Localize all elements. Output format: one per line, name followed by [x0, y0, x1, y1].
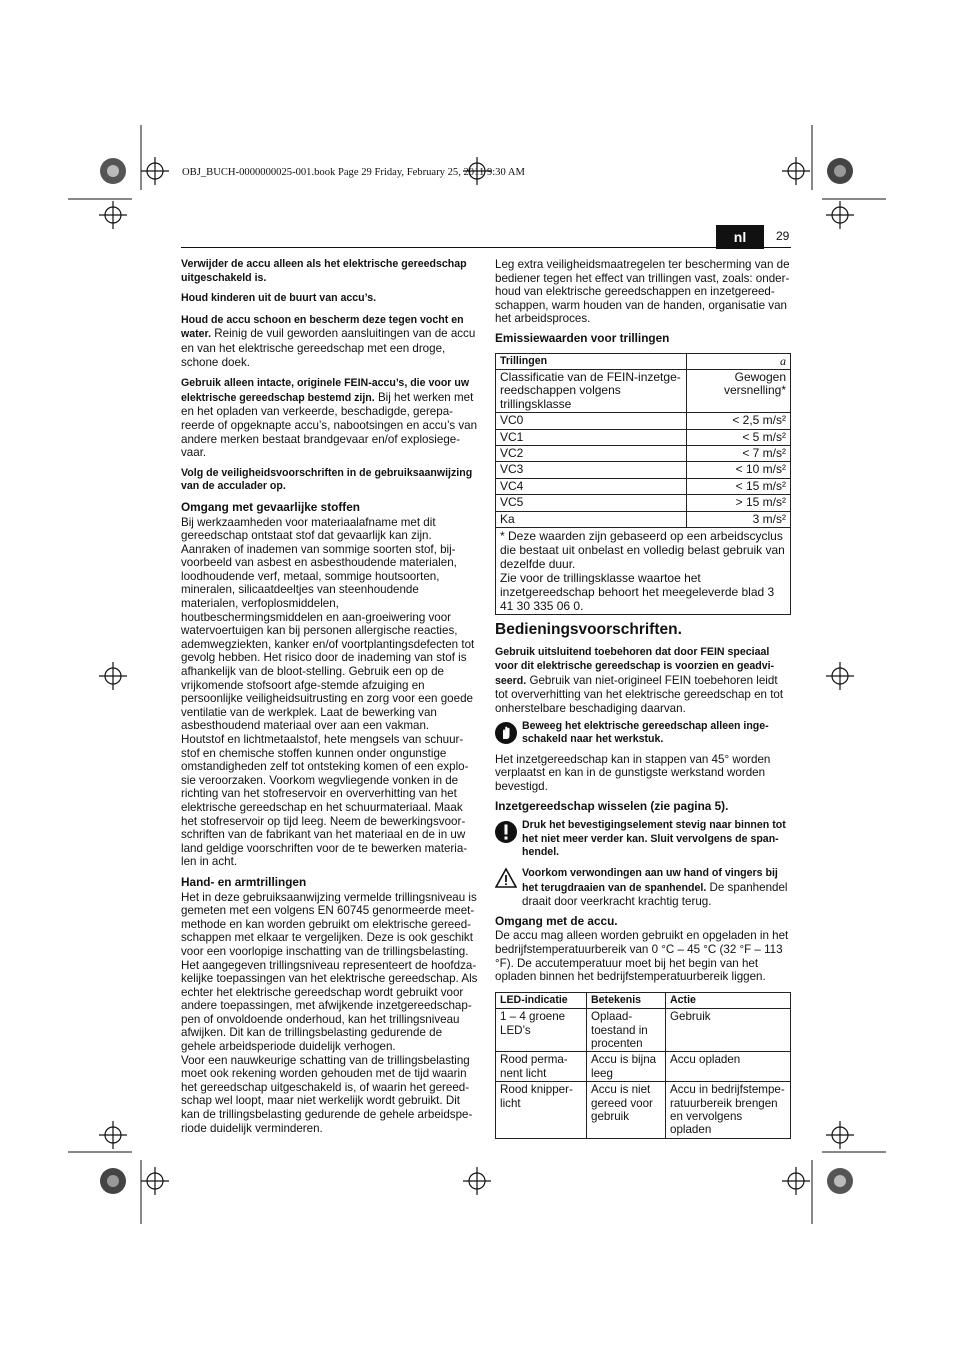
footnote-1: * Deze waarden zijn gebaseerd op een arbeidscyclus die bestaat uit onbelast en volledig belast gebruik van dezelfde duur.: [500, 529, 785, 572]
para-charger-safety: Volg de veiligheidsvoorschriften in de gebruiksaanwijzing van de acculader op.: [181, 466, 473, 493]
heading-hazardous-materials: Omgang met gevaarlijke stoffen: [181, 499, 360, 514]
right-column: [495, 258, 791, 1139]
heading-emission: Emissiewaarden voor trillingen: [495, 330, 670, 345]
table-header-cell: Betekenis: [587, 992, 666, 1008]
table-cell: VC1: [496, 429, 687, 445]
table-row: [496, 413, 791, 429]
table-cell: < 2,5 m/s²: [687, 413, 791, 429]
led-table: [495, 992, 791, 1139]
para-children: Houd kinderen uit de buurt van accu’s.: [181, 292, 377, 305]
para-dust-1: Bij werkzaamheden voor materiaalafname met dit gereedschap ontstaat stof dat gevaarlijk kan zijn. Aanraken of inademen van sommige soorten stof, bij-voorbeeld van asbest en asbesthoudende materialen, loodhoudende verf, metaal, sommige houtsoorten, mineralen, silicaatdeeltjes van steenhoudende materialen, verfoplosmiddelen, houtbeschermingsmiddelen en aan-groeiwering voor watervoertuigen kan bij personen allergische reacties, ademwegziekten, kanker en/of voortplantingsdefecten tot gevolg hebben. Het risico door de inademing van stof is afhankelijk van de bloot-stelling. Gebruik een op de vrijkomende stofsoort afge-stemde afzuiging en persoonlijke veiligheidsuitrusting en zorg voor een goede ventilatie van de werkplek. Laat de bewerking van asbesthoudend materiaal over aan een vakman.: [181, 515, 475, 733]
language-tab: nl: [716, 225, 764, 249]
table-row: [496, 1082, 791, 1139]
para-original-batteries: Gebruik alleen intacte, originele FEIN-accu’s, die voor uw elektrische gereedschap bestemd zijn. Bij het werken met en het opladen van verkeerde, beschadigde, gerepa-reerde of opgeknapte accu’s, nabootsingen en accu’s van andere merken bestaat brandgevaar en/of explosiege-vaar.: [181, 377, 478, 460]
notice-injury-text: Voorkom verwondingen aan uw hand of vingers bij het terugdraaien van de spanhendel. De spanhendel draait door veerkracht krachtig terug.: [522, 866, 788, 909]
table-cell: 3 m/s²: [687, 511, 791, 527]
para-accessories: Gebruik uitsluitend toebehoren dat door FEIN speciaal voor dit elektrische gereedschap is voorzien en geadvi-seerd. Gebruik van niet-origineel FEIN toebehoren leidt tot oververhitting van het elektrische gereedschap en tot onherstelbare beschadiging daarvan.: [495, 645, 784, 715]
heading-change-tool: Inzetgereedschap wisselen (zie pagina 5).: [495, 798, 729, 813]
table-row: [496, 1009, 791, 1052]
table-cell: Gewogen versnelling*: [687, 369, 791, 412]
left-column: [181, 258, 478, 1135]
hand-symbol-icon: [495, 720, 517, 746]
table-cell: > 15 m/s²: [687, 495, 791, 511]
notice-press-element-text: Druk het bevestigingselement stevig naar binnen tot het niet meer verder kan. Sluit vervolgens de span-hendel.: [522, 819, 786, 859]
table-row: [496, 462, 791, 478]
table-cell: Accu opladen: [666, 1052, 791, 1082]
table-cell: Oplaad-toestand in procenten: [587, 1009, 666, 1052]
table-row: [496, 446, 791, 462]
para-vibration-3: Voor een nauwkeurige schatting van de trillingsbelasting moet ook rekening worden gehouden met de tijd waarin het gereedschap uitgeschakeld is, of waarin het gereed-schap wel loopt, maar niet werkelijk wordt gebruikt. Dit kan de trillingsbelasting gedurende de gehele arbeidspe-riode duidelijk verminderen.: [181, 1053, 473, 1135]
table-cell: < 5 m/s²: [687, 429, 791, 445]
para-dust-2: Houtstof en lichtmetaalstof, hete mengsels van schuur-stof en chemische stoffen kunnen onder ongunstige omstandigheden zelf tot ontsteking komen of een explo-sie veroorzaken. Voorkom wegvliegende vonken in de richting van het stofreservoir en oververhitting van het elektrische gereedschap en het schuurmateriaal. Maak het stofreservoir op tijd leeg. Neem de bewerkingsvoor-schriften van de fabrikant van het materiaal en de in uw land geldige voorschriften voor de te bewerken materia-len in acht.: [181, 733, 469, 869]
table-cell: VC3: [496, 462, 687, 478]
table-note: [496, 528, 791, 615]
notice-switched-on: [495, 720, 791, 747]
table-cell: < 15 m/s²: [687, 478, 791, 494]
table-header-cell: Actie: [666, 992, 791, 1008]
page-number: 29: [776, 229, 790, 243]
table-row: [496, 369, 791, 412]
heading-operating-instructions: Bedieningsvoorschriften.: [495, 621, 682, 639]
para-remove-battery: Verwijder de accu alleen als het elektrische gereedschap uitgeschakeld is.: [181, 258, 467, 284]
notice-switched-on-text: Beweeg het elektrische gereedschap alleen inge-schakeld naar het werkstuk.: [522, 719, 769, 746]
table-cell: Rood knipper-licht: [496, 1082, 587, 1139]
para-extra-measures: Leg extra veiligheidsmaatregelen ter bescherming van de bediener tegen het effect van trillingen vast, zoals: onder-houd van elektrische gereedschappen en inzetgereed-schappen, warm houden van de handen, organisatie van het arbeidsproces.: [495, 258, 790, 326]
warning-triangle-icon: [495, 866, 517, 890]
para-clean-battery: Houd de accu schoon en bescherm deze tegen vocht en water. Reinig de vuil geworden aansluitingen van de accu en van het elektrische gereedschap met een droge, schone doek.: [181, 313, 476, 369]
notice-injury-warning: [495, 866, 791, 909]
table-cell: Accu is niet gereed voor gebruik: [587, 1082, 666, 1139]
para-45-degrees: Het inzetgereedschap kan in stappen van 45° worden verplaatst en kan in de gunstigste werkstand worden bevestigd.: [495, 752, 771, 793]
heading-battery: Omgang met de accu.: [495, 913, 618, 928]
table-cell: Rood perma-nent licht: [496, 1052, 587, 1082]
table-header-row: [496, 992, 791, 1008]
table-row: [496, 478, 791, 494]
table-header-cell: a: [687, 353, 791, 369]
table-cell: < 10 m/s²: [687, 462, 791, 478]
table-cell: VC4: [496, 478, 687, 494]
para-vibration-2: Het aangegeven trillingsniveau representeert de hoofdza-kelijke toepassingen van het elektrische gereedschap. Als echter het elektrische gereedschap wordt gebruikt voor andere toepassingen, met afwijkende inzetgereedschap-pen of onvoldoende onderhoud, kan het trillingsniveau afwijken. Dit kan de trillingsbelasting gedurende de gehele arbeidsperiode duidelijk verhogen.: [181, 958, 478, 1054]
table-cell: VC5: [496, 495, 687, 511]
exclamation-icon: [495, 819, 517, 845]
table-row: [496, 511, 791, 527]
para-battery-temperature: De accu mag alleen worden gebruikt en opgeladen in het bedrijfstemperatuurbereik van 0 °C – 45 °C (32 °F – 113 °F). De accutemperatuur moet bij het begin van het opladen binnen het bedrijfstemperatuurbereik liggen.: [495, 929, 789, 984]
table-cell: VC0: [496, 413, 687, 429]
table-cell: < 7 m/s²: [687, 446, 791, 462]
table-cell: 1 – 4 groene LED’s: [496, 1009, 587, 1052]
table-cell: Accu is bijna leeg: [587, 1052, 666, 1082]
para-vibration-1: Het in deze gebruiksaanwijzing vermelde trillingsniveau is gemeten met een volgens EN 60745 genormeerde meet-methode en kan worden gebruikt om elektrische gereed-schappen met elkaar te vergelijken. Deze is ook geschikt voor een voorlopige inschatting van de trillingsbelasting.: [181, 890, 477, 958]
table-row: [496, 495, 791, 511]
table-row: [496, 1052, 791, 1082]
table-header-cell: LED-indicatie: [496, 992, 587, 1008]
table-header-row: [496, 353, 791, 369]
footnote-2: Zie voor de trillingsklasse waartoe het inzetgereedschap behoort het meegeleverde blad 3 41 30 335 06 0.: [500, 571, 775, 614]
table-row: [496, 528, 791, 615]
table-cell: Gebruik: [666, 1009, 791, 1052]
header-rule: [181, 247, 791, 248]
table-cell: VC2: [496, 446, 687, 462]
table-cell: Accu in bedrijfstempe-ratuurbereik brengen en vervolgens opladen: [666, 1082, 791, 1139]
notice-press-element: [495, 819, 791, 860]
table-header-cell: Trillingen: [496, 353, 687, 369]
vibration-table: [495, 353, 791, 615]
heading-vibration: Hand- en armtrillingen: [181, 874, 307, 889]
file-info: OBJ_BUCH-0000000025-001.book Page 29 Friday, February 25, 2011 9:30 AM: [182, 167, 525, 178]
table-cell: Classificatie van de FEIN-inzetge-reedschappen volgens trillingsklasse: [496, 369, 687, 412]
table-row: [496, 429, 791, 445]
table-cell: Ka: [496, 511, 687, 527]
